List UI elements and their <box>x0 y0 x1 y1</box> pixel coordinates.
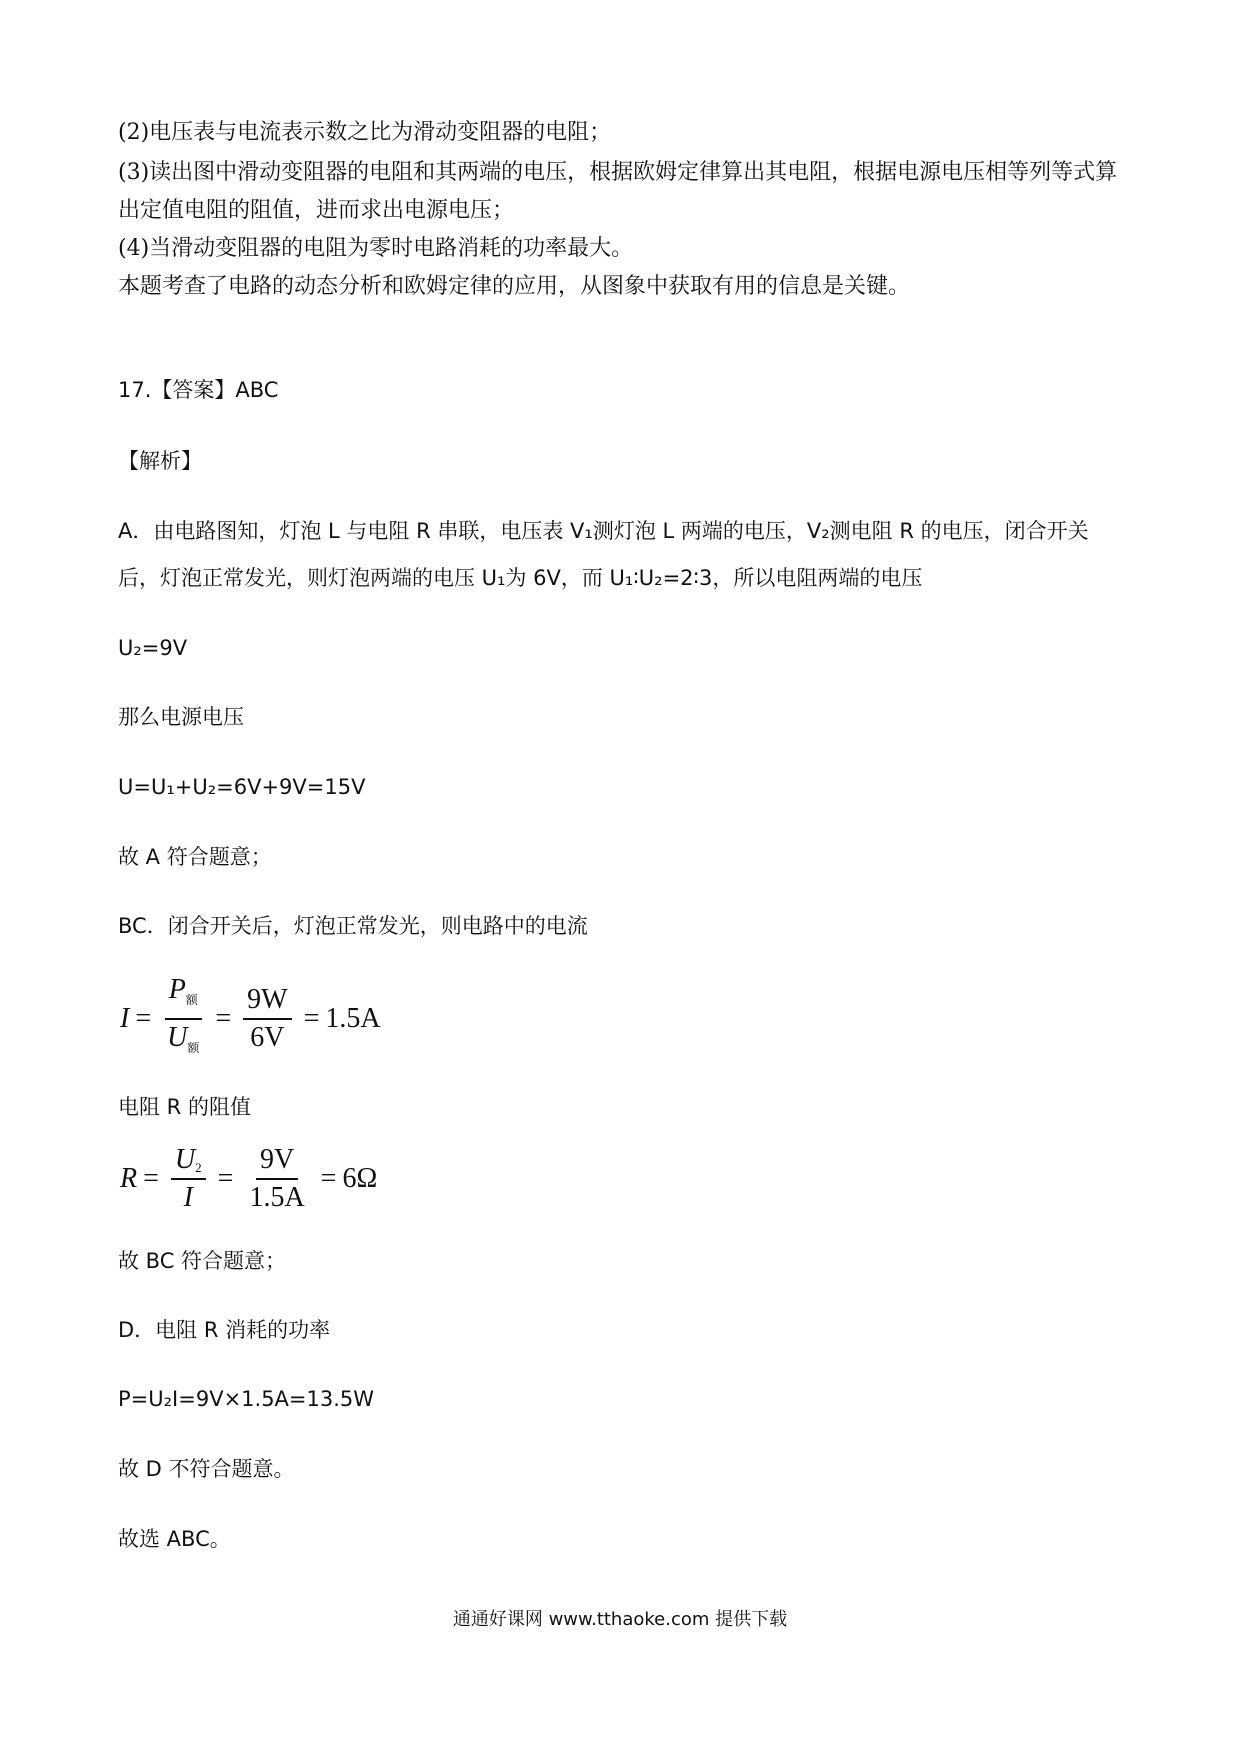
text-line: A．由电路图知，灯泡 L 与电阻 R 串联，电压表 V₁测灯泡 L 两端的电压，V₂测电阻 R 的电压，闭合开关 <box>118 519 1089 543</box>
analysis-heading: 【解析】 <box>118 449 202 473</box>
text-line: 出定值电阻的阻值，进而求出电源电压； <box>118 198 515 223</box>
formula-result: 6Ω <box>342 1163 378 1194</box>
text-line: 故选 ABC。 <box>118 1527 231 1551</box>
text-line: (4)当滑动变阻器的电阻为零时电路消耗的功率最大。 <box>118 236 634 261</box>
text-line: 电阻 R 的阻值 <box>118 1095 251 1119</box>
fraction: $\frac{9W}{6V}$ <box>243 985 291 1053</box>
text-line: BC．闭合开关后，灯泡正常发光，则电路中的电流 <box>118 914 588 938</box>
equation-text: U₂=9V <box>118 636 188 660</box>
text-line: 本题考查了电路的动态分析和欧姆定律的应用，从图象中获取有用的信息是关键。 <box>118 274 911 299</box>
formula-symbol: R <box>120 1163 138 1194</box>
text-line: 那么电源电压 <box>118 705 244 729</box>
equation-text: U=U₁+U₂=6V+9V=15V <box>118 775 366 799</box>
text-line: 故 D 不符合题意。 <box>118 1457 295 1481</box>
fraction: $\frac{P_额}{U_额}$ <box>163 975 203 1063</box>
text-line: 后，灯泡正常发光，则灯泡两端的电压 U₁为 6V，而 U₁∶U₂=2∶3，所以电阻两端的电压 <box>118 566 923 590</box>
fraction: $\frac{U_2}{I}$ <box>171 1145 206 1213</box>
resistance-formula: R = $\frac{U_2}{I}$ = $\frac{9V}{1.5A}$ = 6Ω <box>120 1144 378 1213</box>
text-line: 故 BC 符合题意； <box>118 1249 287 1273</box>
text-line: 故 A 符合题意； <box>118 845 272 869</box>
formula-result: 1.5A <box>325 1003 381 1034</box>
text-line: (3)读出图中滑动变阻器的电阻和其两端的电压，根据欧姆定律算出其电阻，根据电源电压相等列等式算 <box>118 160 1118 185</box>
text-line: (2)电压表与电流表示数之比为滑动变阻器的电阻； <box>118 120 612 145</box>
answer-heading: 17.【答案】ABC <box>118 378 279 402</box>
text-line: D．电阻 R 消耗的功率 <box>118 1318 331 1342</box>
fraction: $\frac{9V}{1.5A}$ <box>249 1144 305 1213</box>
current-formula: I = $\frac{P_额}{U_额}$ = $\frac{9W}{6V}$ = 1.5A <box>120 975 381 1063</box>
equation-text: P=U₂I=9V×1.5A=13.5W <box>118 1387 375 1411</box>
formula-symbol: I <box>120 1003 130 1034</box>
footer-text: 通通好课网 www.tthaoke.com 提供下载 <box>452 1609 788 1630</box>
